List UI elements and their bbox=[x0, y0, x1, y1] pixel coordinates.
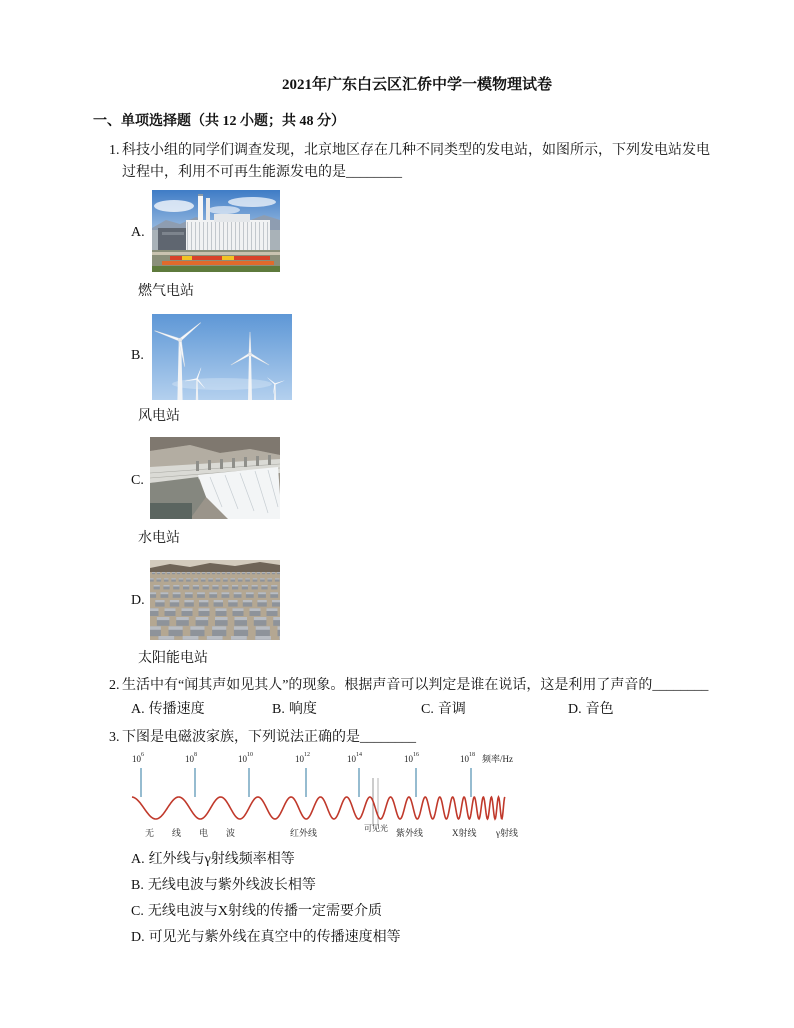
option-a bbox=[131, 852, 295, 868]
question-stem: 下图是电磁波家族，下列说法正确的是________ bbox=[122, 730, 416, 745]
option-label: C. bbox=[131, 904, 144, 919]
option-label: B. bbox=[131, 348, 144, 363]
question-stem-line: 科技小组的同学们调查发现，北京地区存在几种不同类型的发电站，如图所示，下列发电站发电 bbox=[122, 143, 710, 158]
em-wave bbox=[132, 797, 505, 819]
option-label: A. bbox=[131, 225, 145, 240]
option-d bbox=[131, 930, 401, 946]
question-stem: 生活中有“闻其声如见其人”的现象。根据声音可以判定是谁在说话，这是利用了声音的________ bbox=[122, 678, 709, 693]
frequency-label: $10^{10}$ bbox=[238, 752, 253, 764]
frequency-label: $10^6$ bbox=[132, 752, 144, 764]
option-text: 响度 bbox=[288, 702, 317, 717]
frequency-label: $10^{18}$ bbox=[460, 752, 475, 764]
question-number: 2. bbox=[109, 678, 120, 693]
option-label: B. bbox=[272, 702, 285, 717]
band-label-visible: 可见光 bbox=[364, 824, 388, 833]
option-label: C. bbox=[421, 702, 434, 717]
option-d bbox=[568, 702, 614, 718]
hydro-power-station-image bbox=[150, 437, 280, 519]
option-text: 传播速度 bbox=[148, 702, 205, 717]
frequency-axis-label: 频率/Hz bbox=[482, 754, 513, 764]
question-number: 1. bbox=[109, 143, 120, 158]
option-text: 无线电波与X射线的传播一定需要介质 bbox=[147, 904, 382, 919]
option-text: 无线电波与紫外线波长相等 bbox=[147, 878, 316, 893]
option-text: 可见光与紫外线在真空中的传播速度相等 bbox=[148, 930, 401, 945]
option-b bbox=[272, 702, 317, 718]
option-text: 音调 bbox=[437, 702, 466, 717]
frequency-label: $10^{14}$ bbox=[347, 752, 362, 764]
frequency-label: $10^{12}$ bbox=[295, 752, 310, 764]
option-a bbox=[131, 702, 205, 718]
solar-power-station-image bbox=[150, 560, 280, 640]
wind-power-station-image bbox=[152, 314, 292, 400]
question-stem-line: 过程中，利用不可再生能源发电的是________ bbox=[122, 165, 402, 180]
band-label-radio: 无线电波 bbox=[145, 828, 254, 838]
gas-power-station-image bbox=[152, 190, 280, 272]
option-label: A. bbox=[131, 702, 145, 717]
question-number: 3. bbox=[109, 730, 120, 745]
option-b bbox=[131, 878, 316, 894]
band-label-infrared: 红外线 bbox=[290, 828, 318, 838]
option-caption: 水电站 bbox=[138, 531, 180, 546]
option-label: D. bbox=[131, 593, 145, 608]
option-label: D. bbox=[131, 930, 145, 945]
option-label: B. bbox=[131, 878, 144, 893]
exam-title: 2021年广东白云区汇侨中学一模物理试卷 bbox=[282, 77, 553, 93]
option-text: 音色 bbox=[585, 702, 614, 717]
frequency-label: $10^8$ bbox=[185, 752, 197, 764]
em-spectrum-figure bbox=[128, 752, 528, 844]
option-c bbox=[421, 702, 466, 718]
option-text: 红外线与γ射线频率相等 bbox=[148, 852, 295, 867]
option-c bbox=[131, 904, 382, 920]
band-label-ultraviolet: 紫外线 bbox=[396, 828, 424, 838]
section-heading: 一、单项选择题（共 12 小题；共 48 分） bbox=[93, 114, 345, 129]
frequency-label: $10^{16}$ bbox=[404, 752, 419, 764]
frequency-tick-lines bbox=[141, 768, 471, 797]
band-label-gamma: γ射线 bbox=[496, 828, 518, 838]
option-caption: 燃气电站 bbox=[138, 284, 194, 299]
option-label: A. bbox=[131, 852, 145, 867]
option-label: C. bbox=[131, 473, 144, 488]
option-caption: 太阳能电站 bbox=[138, 651, 208, 666]
band-label-xray: X射线 bbox=[452, 828, 477, 838]
option-caption: 风电站 bbox=[138, 409, 180, 424]
option-label: D. bbox=[568, 702, 582, 717]
